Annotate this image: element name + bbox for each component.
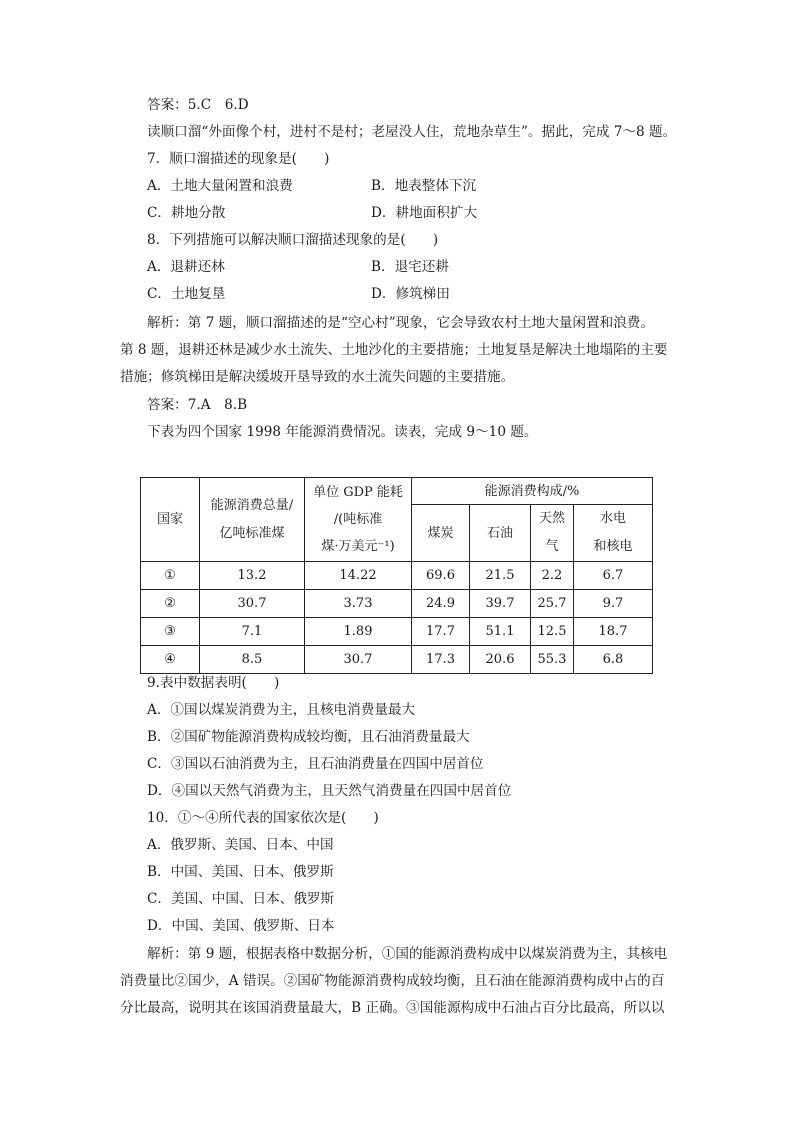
analysis-9-10-line-1: 解析：第 9 题，根据表格中数据分析，①国的能源消费构成中以煤炭消费为主，其核电 (147, 946, 668, 962)
cell-coal: 17.3 (412, 646, 470, 674)
header-hydro-line-2: 和核电 (593, 539, 633, 554)
cell-coal: 69.6 (412, 562, 470, 590)
answers-7-8: 答案：7.A 8.B (147, 397, 248, 413)
cell-country: ② (141, 590, 200, 618)
header-gdp-line-3: 煤·万美元⁻¹) (321, 539, 395, 554)
q9-option-d: D．④国以天然气消费为主，且天然气消费量在四国中居首位 (147, 783, 512, 799)
cell-gdp: 30.7 (305, 646, 412, 674)
table-row (141, 590, 653, 618)
q7-option-d: D．耕地面积扩大 (371, 205, 478, 221)
cell-oil: 20.6 (470, 646, 531, 674)
cell-total: 8.5 (200, 646, 305, 674)
q8-option-b: B．退宅还耕 (371, 259, 449, 275)
header-gdp-line-1: 单位 GDP 能耗 (313, 485, 403, 500)
answers-5-6: 答案：5.C 6.D (147, 97, 249, 113)
header-country: 国家 (141, 478, 200, 562)
q8-option-c: C．土地复垦 (147, 286, 226, 302)
q9-option-b: B．②国矿物能源消费构成较均衡，且石油消费量最大 (147, 729, 470, 745)
intro-7-8: 读顺口溜“外面像个村，进村不是村；老屋没人住，荒地杂草生”。据此，完成 7～8 题。 (147, 124, 677, 140)
cell-coal: 24.9 (412, 590, 470, 618)
cell-country: ③ (141, 618, 200, 646)
q7-option-b: B．地表整体下沉 (371, 178, 477, 194)
cell-total: 13.2 (200, 562, 305, 590)
cell-country: ④ (141, 646, 200, 674)
q9-option-a: A．①国以煤炭消费为主，且核电消费量最大 (147, 702, 416, 718)
header-gas-line-2: 气 (545, 539, 559, 554)
cell-gas: 25.7 (531, 590, 574, 618)
cell-gas: 55.3 (531, 646, 574, 674)
q10-option-d: D．中国、美国、俄罗斯、日本 (147, 918, 335, 934)
cell-hydro: 18.7 (574, 618, 653, 646)
cell-oil: 21.5 (470, 562, 531, 590)
table-row (141, 646, 653, 674)
q10-stem: 10．①～④所代表的国家依次是( ) (147, 810, 379, 826)
header-oil: 石油 (470, 505, 531, 562)
header-gas (531, 505, 574, 562)
q10-option-c: C．美国、中国、日本、俄罗斯 (147, 891, 335, 907)
cell-gdp: 14.22 (305, 562, 412, 590)
analysis-7-8-line-3: 措施；修筑梯田是解决缓坡开垦导致的水土流失问题的主要措施。 (120, 369, 515, 385)
cell-total: 30.7 (200, 590, 305, 618)
analysis-9-10-line-2: 消费量比②国少，A 错误。②国矿物能源消费构成较均衡，且石油在能源消费构成中占的百 (120, 973, 665, 989)
header-total-line-1: 能源消费总量/ (210, 497, 294, 513)
cell-gdp: 1.89 (305, 618, 412, 646)
cell-coal: 17.7 (412, 618, 470, 646)
analysis-7-8-line-1: 解析：第 7 题，顺口溜描述的是“空心村”现象，它会导致农村土地大量闲置和浪费。 (147, 315, 654, 331)
energy-consumption-table (140, 477, 653, 674)
analysis-7-8-line-2: 第 8 题，退耕还林是减少水土流失、土地沙化的主要措施；土地复垦是解决土地塌陷的主要 (120, 342, 668, 358)
cell-hydro: 6.7 (574, 562, 653, 590)
cell-gas: 2.2 (531, 562, 574, 590)
cell-gdp: 3.73 (305, 590, 412, 618)
header-gdp-line-2: /(吨标准 (333, 512, 383, 527)
cell-total: 7.1 (200, 618, 305, 646)
header-gas-line-1: 天然 (538, 511, 565, 526)
cell-hydro: 6.8 (574, 646, 653, 674)
q8-option-a: A．退耕还林 (147, 259, 225, 275)
q7-stem: 7．顺口溜描述的现象是( ) (147, 151, 330, 167)
cell-gas: 12.5 (531, 618, 574, 646)
cell-oil: 39.7 (470, 590, 531, 618)
q10-option-b: B．中国、美国、日本、俄罗斯 (147, 864, 334, 880)
header-hydro (574, 505, 653, 562)
q8-option-d: D．修筑梯田 (371, 286, 450, 302)
cell-oil: 51.1 (470, 618, 531, 646)
q10-option-a: A．俄罗斯、美国、日本、中国 (147, 837, 334, 853)
q9-stem: 9.表中数据表明( ) (147, 675, 280, 691)
q9-option-c: C．③国以石油消费为主，且石油消费量在四国中居首位 (147, 756, 484, 772)
q7-option-a: A．土地大量闲置和浪费 (147, 178, 293, 194)
header-gdp (305, 478, 412, 562)
header-total-line-2: 亿吨标准煤 (219, 525, 285, 541)
header-structure: 能源消费构成/% (412, 478, 653, 505)
q7-option-c: C．耕地分散 (147, 205, 226, 221)
header-total (200, 478, 305, 562)
header-coal: 煤炭 (412, 505, 470, 562)
header-hydro-line-1: 水电 (599, 511, 626, 526)
intro-9-10: 下表为四个国家 1998 年能源消费情况。读表，完成 9～10 题。 (147, 424, 538, 440)
table-row (141, 618, 653, 646)
q8-stem: 8．下列措施可以解决顺口溜描述现象的是( ) (147, 232, 439, 248)
table-row (141, 562, 653, 590)
cell-hydro: 9.7 (574, 590, 653, 618)
cell-country: ① (141, 562, 200, 590)
analysis-9-10-line-3: 分比最高，说明其在该国消费量最大，B 正确。③国能源构成中石油占百分比最高，所以以 (120, 1000, 665, 1016)
